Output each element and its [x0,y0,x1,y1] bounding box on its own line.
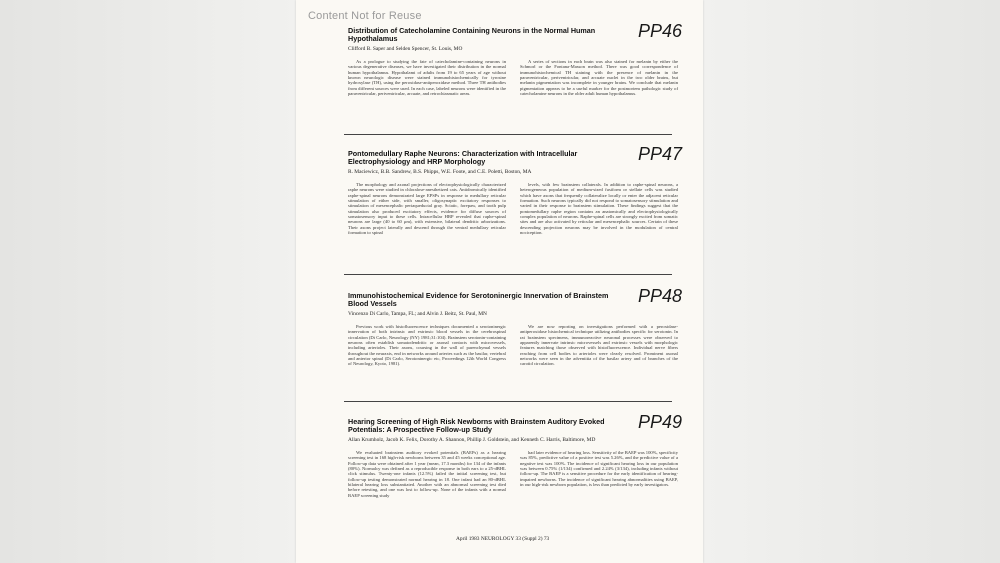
background-right [703,0,1000,563]
section-divider [344,134,672,135]
abstract-authors: Allan Krumholz, Jacob K. Felix, Dorothy A. Shannon, Phillip J. Goldstein, and Kenneth C. Harris, Baltimore, MD [348,436,596,443]
abstract-column-right: A series of sections in each brain was also stained for melanin by either the Schmorl or the Fontana-Masson method. There was good correspondence of immunohistochemical TH staining with the presence of melanin in the paraventricular, periventricular, and arcuate nuclei in the two older brains, but melanin pigmentation was incomplete in younger brains. We conclude that melanin pigmentation appears to be a useful marker for the postmortem pathologic study of catecholamine neurons in the older adult human hypothalamus. [520,58,678,96]
abstract-authors: Clifford B. Saper and Selden Spencer, St. Louis, MO [348,45,463,52]
page-footer: April 1983 NEUROLOGY 33 (Suppl 2) 73 [456,536,550,542]
abstract-pp47 [348,144,682,235]
abstract-title: Hearing Screening of High Risk Newborns with Brainstem Auditory Evoked Potentials: A Prospective Follow-up Study [348,417,605,435]
abstract-title: Pontomedullary Raphe Neurons: Characterization with Intracellular Electrophysiology and HRP Morphology [348,149,578,167]
abstract-column-right: had later evidence of hearing loss. Sensitivity of the BAEP was 100%, specificity was 85%, predictive value of a positive test was 5.26%, and the predictive value of a negative test was 100%. The incidence of significant hearing loss in our population was between 0.75% (1/134) confirmed and 2.24% (3/134), including infants without follow-up. The BAEP is a sensitive procedure for the early identification of hearing-impaired newborns. The incidence of significant hearing abnormalities using BAEP, in our high-risk newborn population, is less than predicted by early investigators. [520,449,678,487]
abstract-pp48 [348,286,682,367]
watermark: Content Not for Reuse [308,10,422,22]
abstract-code: PP49 [637,412,682,432]
abstract-code: PP48 [637,286,682,306]
abstract-pp46 [348,21,682,96]
abstract-pp49 [348,412,682,498]
abstract-column-left: Previous work with histofluorescence techniques documented a serotoninergic innervation of both intrinsic and extrinsic blood vessels in the cerebrospinal circulation (Di Carlo, Neurology (NY) 1981;31:104). Brainstem serotonin-containing neurons often establish somatodendritic or axonal contacts with microvessels, including arterioles. Their axons, coursing in the wall of parenchymal vessels throughout the neuraxis, end in networks around arteries such as the basilar, vertebral and anterior spinal (Di Carlo, Serotoninergic etc, Proceedings 12th World Congress of Neurology, Kyoto, 1981). [348,323,506,367]
abstract-column-right: We are now reporting on investigations performed with a peroxidase-antiperoxidase histochemical technique utilizing antibodies specific for serotonin. In rat brainstem specimens, immunoreactive neuronal processes were observed to apparently innervate intrinsic microvessels and extrinsic vessels with morphologic features matching those observed with histofluorescence. Individual nerve fibers reaching from cell bodies to arterioles were clearly resolved. Prominent axonal networks were seen in the adventitia of the basilar artery and of branches of the carotid circulation. [520,323,678,367]
abstract-authors: R. Maciewicz, B.B. Sandrew, B.S. Phipps, W.E. Foote, and C.E. Poletti, Boston, MA [348,168,532,175]
abstract-column-left: The morphology and axonal projections of electrophysiologically characterized raphe neurons were studied in chloralose-anesthetized cats. Antidromically identified raphe-spinal neurons demonstrated large EPSPs in response to medullary reticular stimulation of either side, with smaller, oligosynaptic excitatory responses to stimulation of mesencephalic periaqueductal gray. Sciatic, forepaw, and tooth pulp stimulation also produced excitatory effects, evidence for diffuse sources of somatosensory input to these cells. Intracellular HRP revealed that raphe-spinal neurons are large (40 to 60 μm), with extensive, bilateral dendritic arborizations. Their axons project laterally and descend through the ventral medullary reticular formation to spinal [348,181,506,235]
journal-page [296,0,703,563]
abstract-title: Immunohistochemical Evidence for Serotoninergic Innervation of Brainstem Blood Vessels [348,291,609,309]
section-divider [344,274,672,275]
abstract-title: Distribution of Catecholamine Containing Neurons in the Normal Human Hypothalamus [348,26,596,44]
abstract-column-right: levels, with few brainstem collaterals. In addition to raphe-spinal neurons, a heterogeneous population of medium-sized fusiform or stellate cells was studied which have axons that frequently collateralize locally or enter the adjacent reticular formation. Such neurons typically did not respond to somatosensory stimulation and varied in their response to brainstem stimulation. These findings suggest that the pontomedullary raphe region contains an anatomically and electrophysiologically complex population of neurons. Raphe-spinal cells are strongly excited from somatic sites and are also activated by reticular and mesencephalic sources. Certain of these descending projection neurons may be involved in the modulation of central nociception. [520,181,678,235]
section-divider [344,401,672,402]
abstract-authors: Vincenzo Di Carlo, Tampa, FL; and Alvin J. Beitz, St. Paul, MN [348,310,487,317]
abstract-column-left: We evaluated brainstem auditory evoked potentials (BAEPs) as a hearing screening test in 168 high-risk newborns between 35 and 45 weeks conceptional age. Follow-up data were obtained after 1 year (mean, 17.3 months) for 134 of the infants (80%). Normalcy was defined as a reproducible response in both ears to a 25-dBHL click stimulus. Twenty-one infants (12.5%) failed the initial screening test, but follow-up testing demonstrated normal hearing in 18. One infant had an 80-dBHL bilateral hearing loss substantiated. Another with an abnormal screening test died before retesting, and one was lost to follow-up. None of the infants with a normal BAEP screening study [348,449,506,498]
background-left [0,0,296,563]
abstract-code: PP47 [637,144,682,164]
abstract-code: PP46 [637,21,682,41]
abstract-column-left: As a prologue to studying the fate of catecholamine-containing neurons in various degenerative diseases, we have investigated their distribution in the normal human hypothalamus. Hypothalami of adults from 19 to 65 years of age without known neurologic disease were stained immunohistochemically for tyrosine hydroxylase (TH), using the peroxidase-antiperoxidase method. Three TH antibodies from different sources were used. In each case, labeled neurons were identified in the paraventricular, periventricular, arcuate, and retrochiasmatic areas. [348,58,506,96]
